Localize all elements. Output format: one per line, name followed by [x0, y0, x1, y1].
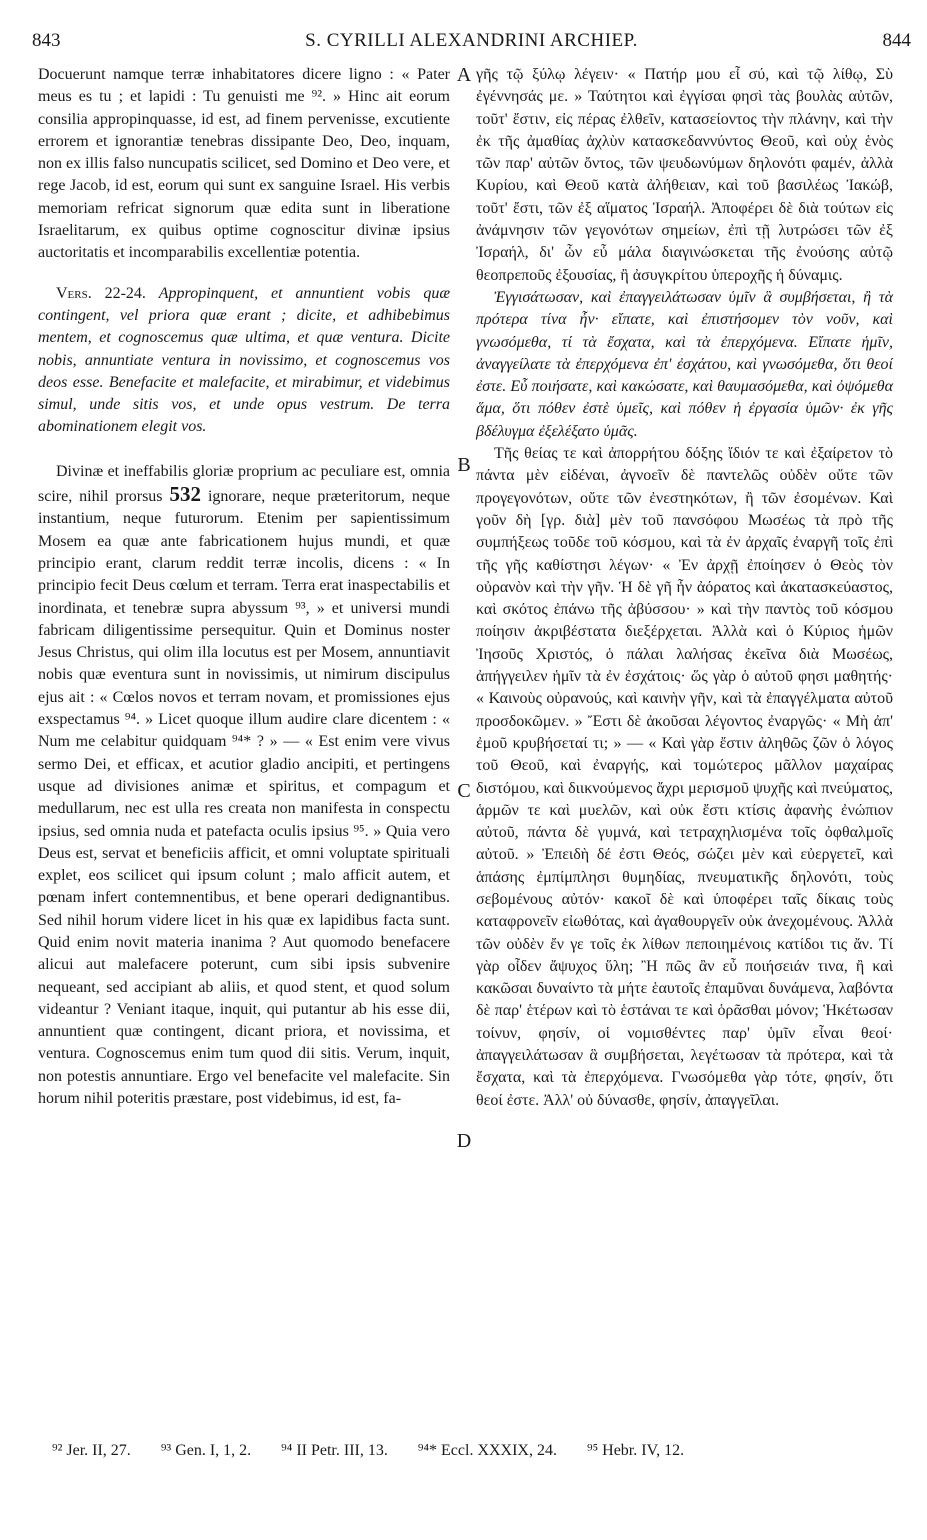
page-header — [32, 30, 911, 62]
page-number-right: 844 — [882, 30, 911, 51]
latin-paragraph-2-rest: ignorare, neque præteritorum, neque instantium, neque futurorum. Etenim per sapientissimum Mosem ea quæ ante fabricationem hujus mundi, et quæ principio erant, clarum reddit terræ incolis, dicens : « In principio fecit Deus cœlum et terram. Terra erat inaspectabilis et inordinata, et tenebræ supra abyssum ⁹³, » et universi mundi fabricam diligentissime persequitur. Quin et Dominus noster Jesus Christus, qui olim illa locutus est per Mosem, annuntiavit nobis quæ eventura sunt in novissimis, ut nimirum discipulus ejus ait : « Cœlos novos et terram novam, et promissiones ejus exspectamus ⁹⁴. » Licet quoque illum audire clare dicentem : « Num me celabitur quidquam ⁹⁴* ? » — « Est enim vere vivus sermo Dei, et efficax, et acutior gladio ancipiti, et pertingens usque ad divisiones animæ et spiritus, et compagum et medullarum, nec est ulla res creata non manifesta in conspectu ipsius, sed omnia nuda et patefacta oculis ipsius ⁹⁵. » Quia vero Deus est, servat et beneficiis afficit, et omni voluptate spirituali explet, eos scilicet qui ipsum colunt ; malo afficit autem, et pœnam infert contemnentibus, et bene operari dedignantibus. Sed nihil horum videre licet in his quæ ex lapidibus facta sunt. Quid enim novit materia inanima ? Aut quomodo benefacere alicui aut malefacere poterunt, cum sibi ipsis subvenire nequeant, sed accipiant ab aliis, et quod stent, et quod solum videantur ? Veniant itaque, inquit, qui putantur ab his esse dii, annuntient quæ contingent, dicant priora, et novissima, et ventura. Cognoscemus enim tum quod dii sitis. Verum, inquit, non potestis annuntiare. Ergo vel benefacite vel malefacite. Sin horum nihil poteritis præstare, post videbimus, id est, fa- — [38, 488, 451, 1108]
latin-column — [38, 64, 450, 1110]
latin-paragraph-2 — [38, 461, 450, 1111]
section-marker-c: C — [457, 780, 471, 802]
page-number-left: 843 — [32, 30, 61, 51]
latin-verse-text: Appropinquent, et annuntient vobis quæ contingent, vel priora quæ erant ; dicite, et adhibebimus mentem, et cognoscemus quæ ultima, et quæ ventura. Dicite nobis, annuntiate ventura in novissimo, et cognoscemus vos deos esse. Benefacite et malefacite, et mirabimur, et videbimus simul, unde sitis vos, et unde opus vestrum. De terra abominationem elegit vos. — [38, 284, 451, 436]
running-title: S. CYRILLI ALEXANDRINI ARCHIEP. — [305, 30, 638, 51]
footnote-94b: ⁹⁴* Eccl. XXXIX, 24. — [417, 1442, 557, 1459]
footnote-94: ⁹⁴ II Petr. III, 13. — [281, 1442, 388, 1459]
verse-label: Vers. 22-24. — [56, 284, 146, 302]
section-marker-d: D — [456, 1130, 472, 1152]
latin-paragraph-1: Docuerunt namque terræ inhabitatores dicere ligno : « Pater meus es tu ; et lapidi : Tu genuisti me ⁹². » Hinc ait eorum consilia appropinquasse, id est, ad finem pervenisse, excutiente errorem et ignorantiæ tenebras dissipante Deo, Deo, inquam, non ex illis falso nuncupatis scilicet, sed Domino et Deo vere, et rege Jacob, id est, eorum qui sunt ex sanguine Israel. His verbis memoriam refricat signorum quæ edita sunt in liberatione Israelitarum, ex quibus optime cognoscitur divinæ ipsius auctoritatis et incomparabilis excellentiæ potentia. — [38, 66, 450, 262]
greek-paragraph-2: Τῆς θείας τε καὶ ἀπορρήτου δόξης ἴδιόν τε καὶ ἐξαίρετον τὸ πάντα μὲν εἰδέναι, ἀγνοεῖν δὲ παντελῶς οὐδὲν οὔτε τῶν προγεγονότων, οὔτε τῶν ἐνεστηκότων, ἢ τῶν ἐσομένων. Καὶ γοῦν δὴ [γρ. διὰ] μὲν τοῦ πανσόφου Μωσέως τὰ πρὸ τῆς συμπήξεως τοῦδε τοῦ κόσμου, καὶ τὰ ἐν ἀρχαῖς ἐναργῆ τοῖς ἐπὶ τῆς γῆς καθίστησι λέγων· « Ἐν ἀρχῇ ἐποίησεν ὁ Θεὸς τὸν οὐρανὸν καὶ τὴν γῆν. Ἡ δὲ γῆ ἦν ἀόρατος καὶ ἀκατασκεύαστος, καὶ σκότος ἐπάνω τῆς ἀβύσσου· » καὶ τὴν παντὸς τοῦ κόσμου ποίησιν ἀκριβέστατα διεξέρχεται. Ἀλλὰ καὶ ὁ Κύριος ἡμῶν Ἰησοῦς Χριστός, ὁ πάλαι λαλήσας ἐκεῖνα διὰ Μωσέως, ἀπήγγειλεν ἡμῖν τὰ ἐν ἐσχάτοις· ὥς γὰρ ὁ αὐτοῦ φησι μαθητής· « Καινοὺς οὐρανούς, καὶ καινὴν γῆν, καὶ τὰ ἐπαγγέλματα αὐτοῦ προσδοκῶμεν. » Ἔστι δὲ ἀκοῦσαι λέγοντος ἐναργῶς· « Μὴ ἀπ' ἐμοῦ κρυβήσεταί τι; » — « Καὶ γὰρ ἔστιν ἀληθῶς ζῶν ὁ λόγος τοῦ Θεοῦ, καὶ ἐναργής, καὶ τομώτερος μᾶλλον μαχαίρας διστόμου, καὶ διικνούμενος ἄχρι μερισμοῦ ψυχῆς καὶ πνεύματος, ἁρμῶν τε καὶ μυελῶν, καὶ οὐκ ἔστι κτίσις ἀφανὴς ἐνώπιον αὐτοῦ, πάντα δὲ γυμνά, καὶ τετραχηλισμένα τοῖς ὀφθαλμοῖς αὐτοῦ. » Ἐπειδὴ δέ ἐστι Θεός, σώζει μὲν καὶ εὐεργετεῖ, καὶ ἁπάσης ἐμπίμπλησι θυμηδίας, πνευματικῆς δηλονότι, τοὺς σεβομένους αὐτόν· κακοῖ δὲ καὶ ὑποφέρει ταῖς δίκαις τοὺς καταφρονεῖν εἰωθότας, καὶ ἀγαθουργεῖν οὐκ ἀνεχομένους. Ἀλλὰ τῶν οὐδὲν ἔν γε τοῖς ἐκ λίθων πεποιημένοις κατίδοι τις ἄν. Τί γὰρ οἶδεν ἄψυχος ὕλη; Ἢ πῶς ἂν εὖ ποιήσειάν τινα, ἢ καὶ κακῶσαι δυναίντο τὰ μήτε ἑαυτοῖς ἐπαμῦναι δυνάμενα, λαβόντα δὲ παρ' ἑτέρων καὶ τὸ ἑστάναι τε καὶ ὁρᾶσθαι μόνον; Ἡκέτωσαν τοίνυν, φησίν, οἱ νομισθέντες παρ' ὑμῖν εἶναι θεοί· ἀπαγγειλάτωσαν ἃ συμβήσεται, λεγέτωσαν τὰ πρότερα, καὶ τὰ ἔσχατα, καὶ τὰ ἐπερχόμενα. Γνωσόμεθα γὰρ τότε, φησίν, ὅτι θεοί ἐστε. Ἀλλ' οὐ δύνασθε, φησίν, ἀπαγγεῖλαι. — [476, 445, 893, 1109]
section-marker-b: B — [457, 454, 471, 476]
column-number-532: 532 — [169, 482, 201, 507]
greek-column — [476, 64, 893, 1112]
latin-verse-block — [38, 283, 450, 439]
footnote-93: ⁹³ Gen. I, 1, 2. — [160, 1442, 252, 1459]
latin-paragraph-2-start: Divinæ et ineffabilis gloriæ proprium ac peculiare est, omnia scire, nihil prorsus — [38, 462, 450, 506]
greek-verse-text: Ἐγγισάτωσαν, καὶ ἐπαγγειλάτωσαν ὑμῖν ἃ συμβήσεται, ἢ τὰ πρότερα τίνα ἦν· εἴπατε, καὶ ἐπιστήσομεν τὸν νοῦν, καὶ γνωσόμεθα, τί τὰ ἔσχατα, καὶ τὰ ἐπερχόμενα. Εἴπατε ἡμῖν, ἀναγγείλατε τὰ ἐπερχόμενα ἐπ' ἐσχάτου, καὶ γνωσόμεθα, ὅτι θεοί ἐστε. Εὖ ποιήσατε, καὶ κακώσατε, καὶ θαυμασόμεθα, καὶ ὀψόμεθα ἅμα, ὅτι πόθεν ἐστὲ ὑμεῖς, καὶ πόθεν ἡ ἐργασία ὑμῶν· ἐκ γῆς βδέλυγμα ἐξελέξατο ὑμᾶς. — [476, 288, 893, 440]
greek-paragraph-1: γῆς τῷ ξύλῳ λέγειν· « Πατήρ μου εἶ σύ, καὶ τῷ λίθῳ, Σὺ ἐγέννησάς με. » Ταύτητοι καὶ ἐγγίσαι φησὶ τὰς βουλὰς αὐτῶν, τοῦτ' ἔστιν, εἰς πέρας ἐλθεῖν, κατασείοντος τὴν πλάνην, καὶ τὴν ἐκ τῆς ἀμαθίας ἀχλὺν κατασκεδαννύντος Θεοῦ, καὶ οὐχ ἑνὸς τῶν παρ' αὐτῶν ὄντος, τῶν ψευδωνύμων δηλονότι φαμέν, ἀλλὰ Κυρίου, καὶ Θεοῦ κατὰ ἀλήθειαν, καὶ τοῦ βασιλέως Ἰακώβ, τοῦτ' ἔστι, τῶν ἐξ αἵματος Ἰσραήλ. Ἀποφέρει δὲ διὰ τούτων εἰς ἀνάμνησιν τῶν γεγονότων σημείων, ἐπὶ τῇ λυτρώσει τῶν ἐξ Ἰσραήλ, δι' ὧν εὖ μάλα διαγινώσκεται τῆς ἐνούσης αὐτῷ θεοπρεποῦς ἐξουσίας, ἢ ἀσυγκρίτου ὑπεροχῆς ἡ δύναμις. — [476, 66, 893, 284]
footnote-95: ⁹⁵ Hebr. IV, 12. — [586, 1442, 685, 1459]
footnotes — [52, 1442, 847, 1460]
footnote-92: ⁹² Jer. II, 27. — [52, 1442, 131, 1459]
section-marker-a: A — [456, 64, 472, 86]
